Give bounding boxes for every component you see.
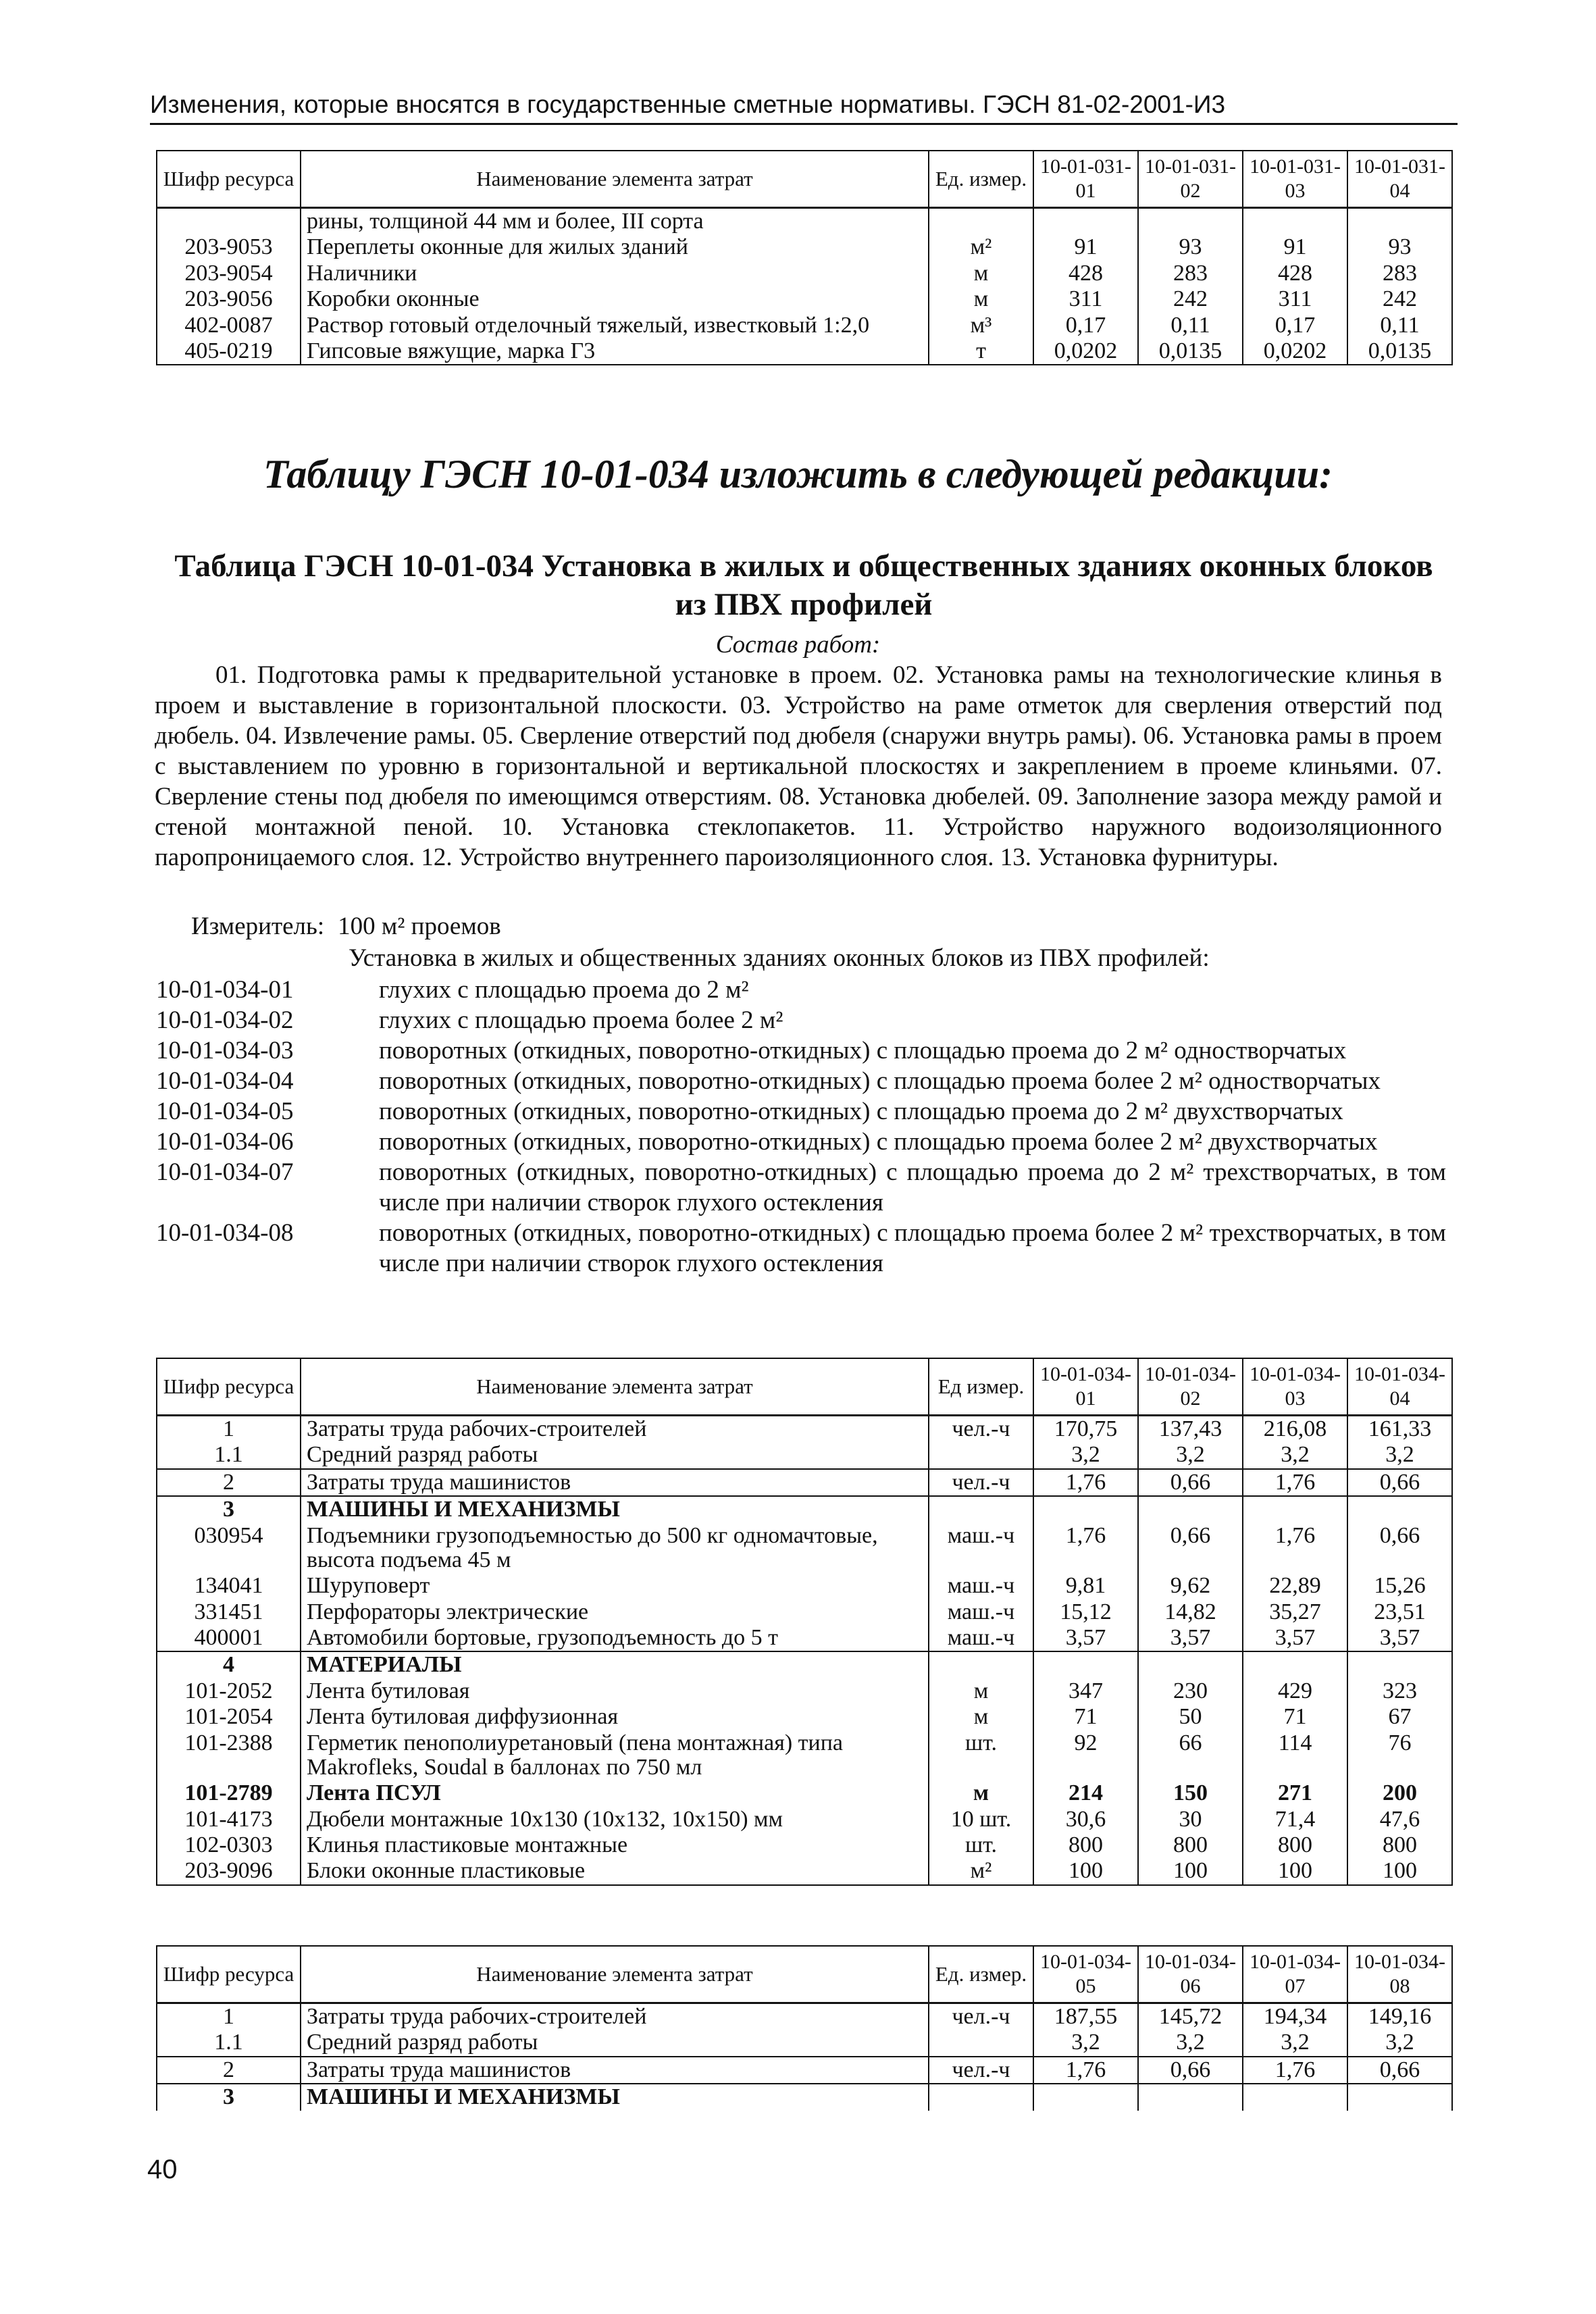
measure-value: 100 м² проемов xyxy=(338,912,501,940)
norm-value-cell xyxy=(1138,1496,1243,1522)
table-row xyxy=(157,1573,1452,1599)
variant-description: поворотных (откидных, поворотно-откидных) с площадью проема до 2 м² трехстворчатых, в том числе при наличии створок глухого остекления xyxy=(379,1158,1446,1216)
norm-value-cell: 0,11 xyxy=(1138,313,1243,338)
table-row xyxy=(157,1651,1452,1678)
norm-value-cell: 3,2 xyxy=(1347,1442,1452,1468)
norm-value-cell: 242 xyxy=(1138,286,1243,312)
norm-value-cell: 71 xyxy=(1243,1704,1347,1730)
unit-cell: м xyxy=(929,286,1033,312)
norm-value-cell xyxy=(1347,1651,1452,1678)
resource-code-cell: 101-4173 xyxy=(157,1807,301,1832)
list-item xyxy=(156,1096,1446,1127)
list-item xyxy=(156,1005,1446,1035)
norm-value-cell xyxy=(1033,2084,1138,2110)
resource-code-cell: 101-2789 xyxy=(157,1780,301,1806)
table-row xyxy=(157,234,1452,260)
unit-cell xyxy=(929,2084,1033,2110)
norm-value-cell: 23,51 xyxy=(1347,1599,1452,1625)
norm-value-cell: 800 xyxy=(1033,1832,1138,1858)
header-norm-column: 10-01-034-07 xyxy=(1243,1946,1347,2003)
header-norm-column: 10-01-031-04 xyxy=(1347,151,1452,208)
header-unit: Ед. измер. xyxy=(929,151,1033,208)
table-row xyxy=(157,2030,1452,2056)
resource-code-cell: 405-0219 xyxy=(157,338,301,365)
variant-code: 10-01-034-07 xyxy=(156,1158,294,1186)
table-row xyxy=(157,1523,1452,1574)
norm-value-cell xyxy=(1347,1496,1452,1522)
unit-cell: маш.-ч xyxy=(929,1599,1033,1625)
unit-cell: т xyxy=(929,338,1033,365)
norm-value-cell: 3,2 xyxy=(1347,2030,1452,2056)
norm-value-cell: 1,76 xyxy=(1243,2057,1347,2084)
norm-value-cell: 283 xyxy=(1138,261,1243,286)
running-header: Изменения, которые вносятся в государственные сметные нормативы. ГЭСН 81-02-2001-И3 xyxy=(150,91,1458,125)
variant-code: 10-01-034-06 xyxy=(156,1128,294,1156)
norm-value-cell: 3,2 xyxy=(1243,1442,1347,1468)
norm-value-cell: 137,43 xyxy=(1138,1416,1243,1443)
table-header-row xyxy=(157,1946,1452,2003)
cost-element-cell: Средний разряд работы xyxy=(301,1442,929,1468)
table-row xyxy=(157,1780,1452,1806)
resource-code-cell: 402-0087 xyxy=(157,313,301,338)
norm-value-cell: 100 xyxy=(1033,1858,1138,1884)
header-cost-element: Наименование элемента затрат xyxy=(301,1946,929,2003)
unit-cell: чел.-ч xyxy=(929,1416,1033,1443)
norm-value-cell: 114 xyxy=(1243,1730,1347,1781)
cost-element-cell: Наличники xyxy=(301,261,929,286)
unit-cell xyxy=(929,1442,1033,1468)
variant-description: глухих с площадью проема до 2 м² xyxy=(379,976,749,1004)
norm-value-cell: 0,66 xyxy=(1138,1469,1243,1496)
norm-value-cell: 35,27 xyxy=(1243,1599,1347,1625)
unit-cell xyxy=(929,1496,1033,1522)
norm-value-cell: 71 xyxy=(1033,1704,1138,1730)
table-row xyxy=(157,1678,1452,1704)
norm-value-cell: 92 xyxy=(1033,1730,1138,1781)
norm-value-cell: 216,08 xyxy=(1243,1416,1347,1443)
unit-cell: 10 шт. xyxy=(929,1807,1033,1832)
resource-table-034-01-04 xyxy=(156,1358,1453,1886)
cost-element-cell: Лента бутиловая xyxy=(301,1678,929,1704)
unit-cell: м xyxy=(929,1678,1033,1704)
norm-value-cell: 71,4 xyxy=(1243,1807,1347,1832)
norm-value-cell xyxy=(1033,1651,1138,1678)
header-cost-element: Наименование элемента затрат xyxy=(301,1358,929,1416)
norm-value-cell: 91 xyxy=(1243,234,1347,260)
cost-element-cell: Лента бутиловая диффузионная xyxy=(301,1704,929,1730)
unit-cell: чел.-ч xyxy=(929,2003,1033,2030)
resource-code-cell: 101-2052 xyxy=(157,1678,301,1704)
cost-element-cell: Дюбели монтажные 10х130 (10х132, 10х150) мм xyxy=(301,1807,929,1832)
norm-variants-list xyxy=(156,975,1446,1279)
header-norm-column: 10-01-034-04 xyxy=(1347,1358,1452,1416)
resource-code-cell: 3 xyxy=(157,2084,301,2110)
header-norm-column: 10-01-031-01 xyxy=(1033,151,1138,208)
norm-value-cell: 76 xyxy=(1347,1730,1452,1781)
norm-value-cell: 187,55 xyxy=(1033,2003,1138,2030)
header-norm-column: 10-01-034-02 xyxy=(1138,1358,1243,1416)
norm-value-cell xyxy=(1033,1496,1138,1522)
norm-value-cell: 15,12 xyxy=(1033,1599,1138,1625)
variant-description: глухих с площадью проема более 2 м² xyxy=(379,1006,783,1034)
norm-value-cell: 0,0202 xyxy=(1033,338,1138,365)
norm-value-cell: 0,17 xyxy=(1033,313,1138,338)
norm-value-cell: 428 xyxy=(1033,261,1138,286)
norm-value-cell: 3,57 xyxy=(1033,1625,1138,1651)
unit-cell xyxy=(929,2030,1033,2056)
table-row xyxy=(157,1625,1452,1651)
variant-description: поворотных (откидных, поворотно-откидных) с площадью проема до 2 м² двухстворчатых xyxy=(379,1098,1343,1125)
header-resource-code: Шифр ресурса xyxy=(157,1946,301,2003)
norm-value-cell: 9,62 xyxy=(1138,1573,1243,1599)
norm-value-cell: 3,57 xyxy=(1138,1625,1243,1651)
norm-value-cell: 150 xyxy=(1138,1780,1243,1806)
table-row xyxy=(157,338,1452,365)
norm-value-cell: 0,0202 xyxy=(1243,338,1347,365)
table-row xyxy=(157,1858,1452,1884)
cost-element-cell: Коробки оконные xyxy=(301,286,929,312)
cost-element-cell: Затраты труда рабочих-строителей xyxy=(301,2003,929,2030)
table-row xyxy=(157,2057,1452,2084)
norm-value-cell xyxy=(1138,2084,1243,2110)
table-row xyxy=(157,1416,1452,1443)
variant-code: 10-01-034-03 xyxy=(156,1037,294,1064)
resource-code-cell: 400001 xyxy=(157,1625,301,1651)
table-row xyxy=(157,1832,1452,1858)
cost-element-cell: Клинья пластиковые монтажные xyxy=(301,1832,929,1858)
cost-element-cell: Затраты труда машинистов xyxy=(301,1469,929,1496)
cost-element-cell: Средний разряд работы xyxy=(301,2030,929,2056)
table-row xyxy=(157,1704,1452,1730)
unit-cell xyxy=(929,1651,1033,1678)
cost-element-cell: Перфораторы электрические xyxy=(301,1599,929,1625)
norm-value-cell: 100 xyxy=(1138,1858,1243,1884)
header-norm-column: 10-01-034-03 xyxy=(1243,1358,1347,1416)
cost-element-continuation: рины, толщиной 44 мм и более, III сорта xyxy=(301,208,929,235)
norm-value-cell: 3,2 xyxy=(1033,2030,1138,2056)
header-unit: Ед. измер. xyxy=(929,1946,1033,2003)
norm-value-cell: 145,72 xyxy=(1138,2003,1243,2030)
norm-value-cell: 283 xyxy=(1347,261,1452,286)
resource-code-cell: 1.1 xyxy=(157,2030,301,2056)
measure-label: Измеритель: xyxy=(191,912,325,940)
norm-value-cell: 9,81 xyxy=(1033,1573,1138,1599)
header-norm-column: 10-01-034-01 xyxy=(1033,1358,1138,1416)
norm-value-cell: 30 xyxy=(1138,1807,1243,1832)
norm-value-cell: 323 xyxy=(1347,1678,1452,1704)
header-norm-column: 10-01-034-08 xyxy=(1347,1946,1452,2003)
table-row xyxy=(157,1807,1452,1832)
norm-value-cell: 1,76 xyxy=(1033,1523,1138,1574)
norm-value-cell: 347 xyxy=(1033,1678,1138,1704)
norm-table-title: Таблица ГЭСН 10-01-034 Установка в жилых и общественных зданиях оконных блоков из ПВХ профилей xyxy=(174,548,1433,623)
variants-intro: Установка в жилых и общественных зданиях оконных блоков из ПВХ профилей: xyxy=(349,944,1210,972)
cost-element-cell: Автомобили бортовые, грузоподъемность до 5 т xyxy=(301,1625,929,1651)
unit-cell: м xyxy=(929,1780,1033,1806)
resource-code-cell: 4 xyxy=(157,1651,301,1678)
resource-code-cell: 134041 xyxy=(157,1573,301,1599)
cost-element-cell: Затраты труда машинистов xyxy=(301,2057,929,2084)
table-row xyxy=(157,1730,1452,1781)
resource-table-034-05-08 xyxy=(156,1945,1453,2111)
norm-value-cell: 93 xyxy=(1138,234,1243,260)
norm-value-cell: 100 xyxy=(1243,1858,1347,1884)
norm-value-cell: 800 xyxy=(1347,1832,1452,1858)
cost-element-cell: МАШИНЫ И МЕХАНИЗМЫ xyxy=(301,2084,929,2110)
norm-value-cell: 0,11 xyxy=(1347,313,1452,338)
list-item xyxy=(156,1218,1446,1279)
amendment-instruction: Таблицу ГЭСН 10-01-034 изложить в следующей редакции: xyxy=(263,452,1333,496)
cost-element-cell: Раствор готовый отделочный тяжелый, известковый 1:2,0 xyxy=(301,313,929,338)
norm-value-cell: 0,66 xyxy=(1347,1469,1452,1496)
norm-value-cell: 1,76 xyxy=(1033,2057,1138,2084)
norm-value-cell: 0,66 xyxy=(1347,1523,1452,1574)
cost-element-cell: Герметик пенополиуретановый (пена монтажная) типа Makroflеks, Soudal в баллонах по 750 мл xyxy=(301,1730,929,1781)
norm-value-cell: 200 xyxy=(1347,1780,1452,1806)
norm-value-cell: 242 xyxy=(1347,286,1452,312)
cost-element-cell: Блоки оконные пластиковые xyxy=(301,1858,929,1884)
norm-value-cell: 149,16 xyxy=(1347,2003,1452,2030)
header-norm-column: 10-01-031-03 xyxy=(1243,151,1347,208)
unit-cell: маш.-ч xyxy=(929,1625,1033,1651)
table-row xyxy=(157,2084,1452,2110)
table-row xyxy=(157,1496,1452,1522)
table-row xyxy=(157,1599,1452,1625)
resource-code-cell: 203-9096 xyxy=(157,1858,301,1884)
header-cost-element: Наименование элемента затрат xyxy=(301,151,929,208)
resource-code-cell: 1.1 xyxy=(157,1442,301,1468)
header-resource-code: Шифр ресурса xyxy=(157,1358,301,1416)
cost-element-cell: МАШИНЫ И МЕХАНИЗМЫ xyxy=(301,1496,929,1522)
variant-description: поворотных (откидных, поворотно-откидных) с площадью проема более 2 м² двухстворчатых xyxy=(379,1128,1378,1156)
norm-value-cell: 3,57 xyxy=(1243,1625,1347,1651)
norm-value-cell: 91 xyxy=(1033,234,1138,260)
resource-code-cell: 030954 xyxy=(157,1523,301,1574)
norm-value-cell xyxy=(1138,1651,1243,1678)
variant-code: 10-01-034-05 xyxy=(156,1098,294,1125)
resource-code-cell: 203-9056 xyxy=(157,286,301,312)
table-row xyxy=(157,261,1452,286)
norm-value-cell: 14,82 xyxy=(1138,1599,1243,1625)
norm-value-cell: 47,6 xyxy=(1347,1807,1452,1832)
norm-value-cell: 0,66 xyxy=(1347,2057,1452,2084)
resource-code-cell: 101-2388 xyxy=(157,1730,301,1781)
list-item xyxy=(156,1035,1446,1066)
table-row xyxy=(157,208,1452,235)
norm-value-cell: 22,89 xyxy=(1243,1573,1347,1599)
resource-code-cell: 203-9053 xyxy=(157,234,301,260)
header-norm-column: 10-01-034-05 xyxy=(1033,1946,1138,2003)
norm-value-cell xyxy=(1243,1496,1347,1522)
variant-code: 10-01-034-08 xyxy=(156,1219,294,1247)
norm-value-cell: 100 xyxy=(1347,1858,1452,1884)
norm-value-cell: 3,2 xyxy=(1138,1442,1243,1468)
resource-code-cell: 331451 xyxy=(157,1599,301,1625)
norm-value-cell: 3,2 xyxy=(1033,1442,1138,1468)
variant-code: 10-01-034-02 xyxy=(156,1006,294,1034)
unit-cell: м² xyxy=(929,1858,1033,1884)
norm-value-cell: 3,2 xyxy=(1138,2030,1243,2056)
resource-code-cell: 102-0303 xyxy=(157,1832,301,1858)
norm-value-cell: 800 xyxy=(1243,1832,1347,1858)
norm-value-cell: 429 xyxy=(1243,1678,1347,1704)
norm-value-cell xyxy=(1243,1651,1347,1678)
norm-value-cell: 194,34 xyxy=(1243,2003,1347,2030)
header-norm-column: 10-01-034-06 xyxy=(1138,1946,1243,2003)
unit-cell: м² xyxy=(929,234,1033,260)
cost-element-cell: Подъемники грузоподъемностью до 500 кг одномачтовые, высота подъема 45 м xyxy=(301,1523,929,1574)
resource-code-cell: 2 xyxy=(157,2057,301,2084)
table-row xyxy=(157,313,1452,338)
norm-value-cell: 0,66 xyxy=(1138,2057,1243,2084)
header-unit: Ед измер. xyxy=(929,1358,1033,1416)
variant-description: поворотных (откидных, поворотно-откидных) с площадью проема более 2 м² трехстворчатых, в том числе при наличии створок глухого остекления xyxy=(379,1219,1446,1277)
norm-value-cell: 93 xyxy=(1347,234,1452,260)
variant-description: поворотных (откидных, поворотно-откидных) с площадью проема более 2 м² одностворчатых xyxy=(379,1067,1381,1095)
cost-element-cell: Затраты труда рабочих-строителей xyxy=(301,1416,929,1443)
resource-code-cell: 1 xyxy=(157,1416,301,1443)
cost-element-cell: Гипсовые вяжущие, марка Г3 xyxy=(301,338,929,365)
resource-code-cell: 101-2054 xyxy=(157,1704,301,1730)
norm-value-cell: 1,76 xyxy=(1033,1469,1138,1496)
table-row xyxy=(157,286,1452,312)
norm-value-cell: 30,6 xyxy=(1033,1807,1138,1832)
norm-value-cell: 311 xyxy=(1243,286,1347,312)
norm-value-cell: 0,17 xyxy=(1243,313,1347,338)
unit-cell: чел.-ч xyxy=(929,1469,1033,1496)
list-item xyxy=(156,975,1446,1005)
norm-value-cell: 1,76 xyxy=(1243,1523,1347,1574)
norm-value-cell: 311 xyxy=(1033,286,1138,312)
work-composition-label: Состав работ: xyxy=(715,631,881,659)
resource-code-cell: 203-9054 xyxy=(157,261,301,286)
table-row xyxy=(157,1442,1452,1468)
unit-cell: маш.-ч xyxy=(929,1573,1033,1599)
list-item xyxy=(156,1066,1446,1096)
norm-value-cell: 230 xyxy=(1138,1678,1243,1704)
norm-value-cell: 3,2 xyxy=(1243,2030,1347,2056)
norm-value-cell: 3,57 xyxy=(1347,1625,1452,1651)
norm-value-cell: 428 xyxy=(1243,261,1347,286)
norm-value-cell: 66 xyxy=(1138,1730,1243,1781)
table-row xyxy=(157,1469,1452,1496)
cost-element-cell: Переплеты оконные для жилых зданий xyxy=(301,234,929,260)
unit-cell: маш.-ч xyxy=(929,1523,1033,1574)
measure-line xyxy=(191,912,501,941)
norm-value-cell: 1,76 xyxy=(1243,1469,1347,1496)
unit-cell: м xyxy=(929,261,1033,286)
unit-cell: м³ xyxy=(929,313,1033,338)
list-item xyxy=(156,1157,1446,1218)
variant-description: поворотных (откидных, поворотно-откидных) с площадью проема до 2 м² одностворчатых xyxy=(379,1037,1347,1064)
unit-cell: м xyxy=(929,1704,1033,1730)
variant-code: 10-01-034-04 xyxy=(156,1067,294,1095)
table-row xyxy=(157,2003,1452,2030)
cost-element-cell: МАТЕРИАЛЫ xyxy=(301,1651,929,1678)
norm-value-cell: 67 xyxy=(1347,1704,1452,1730)
table-header-row xyxy=(157,1358,1452,1416)
unit-cell: шт. xyxy=(929,1832,1033,1858)
list-item xyxy=(156,1127,1446,1157)
cost-element-cell: Лента ПСУЛ xyxy=(301,1780,929,1806)
resource-code-cell: 3 xyxy=(157,1496,301,1522)
table-header-row xyxy=(157,151,1452,208)
norm-value-cell: 15,26 xyxy=(1347,1573,1452,1599)
norm-value-cell: 800 xyxy=(1138,1832,1243,1858)
norm-value-cell xyxy=(1243,2084,1347,2110)
cost-element-cell: Шуруповерт xyxy=(301,1573,929,1599)
resource-code-cell: 1 xyxy=(157,2003,301,2030)
header-resource-code: Шифр ресурса xyxy=(157,151,301,208)
unit-cell: чел.-ч xyxy=(929,2057,1033,2084)
norm-value-cell: 0,66 xyxy=(1138,1523,1243,1574)
resource-table-031 xyxy=(156,150,1453,365)
norm-value-cell: 271 xyxy=(1243,1780,1347,1806)
page-number: 40 xyxy=(147,2155,178,2184)
norm-value-cell: 170,75 xyxy=(1033,1416,1138,1443)
work-composition-text: 01. Подготовка рамы к предварительной установке в проем. 02. Установка рамы на технологические клинья в проем и выставление в горизонтальной плоскости. 03. Устройство на раме отметок для сверления отверстий под дюбель. 04. Извлечение рамы. 05. Сверление отверстий под дюбеля (снаружи внутрь рамы). 06. Установка рамы в проем с выставлением по уровню в горизонтальной и вертикальной плоскостях и закреплением в проеме клиньями. 07. Сверление стены под дюбеля по имеющимся отверстиям. 08. Установка дюбелей. 09. Заполнение зазора между рамой и стеной монтажной пеной. 10. Установка стеклопакетов. 11. Устройство наружного водоизоляционного паропроницаемого слоя. 12. Устройство внутреннего пароизоляционного слоя. 13. Установка фурнитуры. xyxy=(155,661,1442,871)
norm-value-cell: 0,0135 xyxy=(1347,338,1452,365)
resource-code-cell: 2 xyxy=(157,1469,301,1496)
unit-cell: шт. xyxy=(929,1730,1033,1781)
norm-value-cell: 161,33 xyxy=(1347,1416,1452,1443)
norm-value-cell: 0,0135 xyxy=(1138,338,1243,365)
norm-value-cell: 214 xyxy=(1033,1780,1138,1806)
norm-value-cell: 50 xyxy=(1138,1704,1243,1730)
norm-value-cell xyxy=(1347,2084,1452,2110)
variant-code: 10-01-034-01 xyxy=(156,976,294,1004)
header-norm-column: 10-01-031-02 xyxy=(1138,151,1243,208)
